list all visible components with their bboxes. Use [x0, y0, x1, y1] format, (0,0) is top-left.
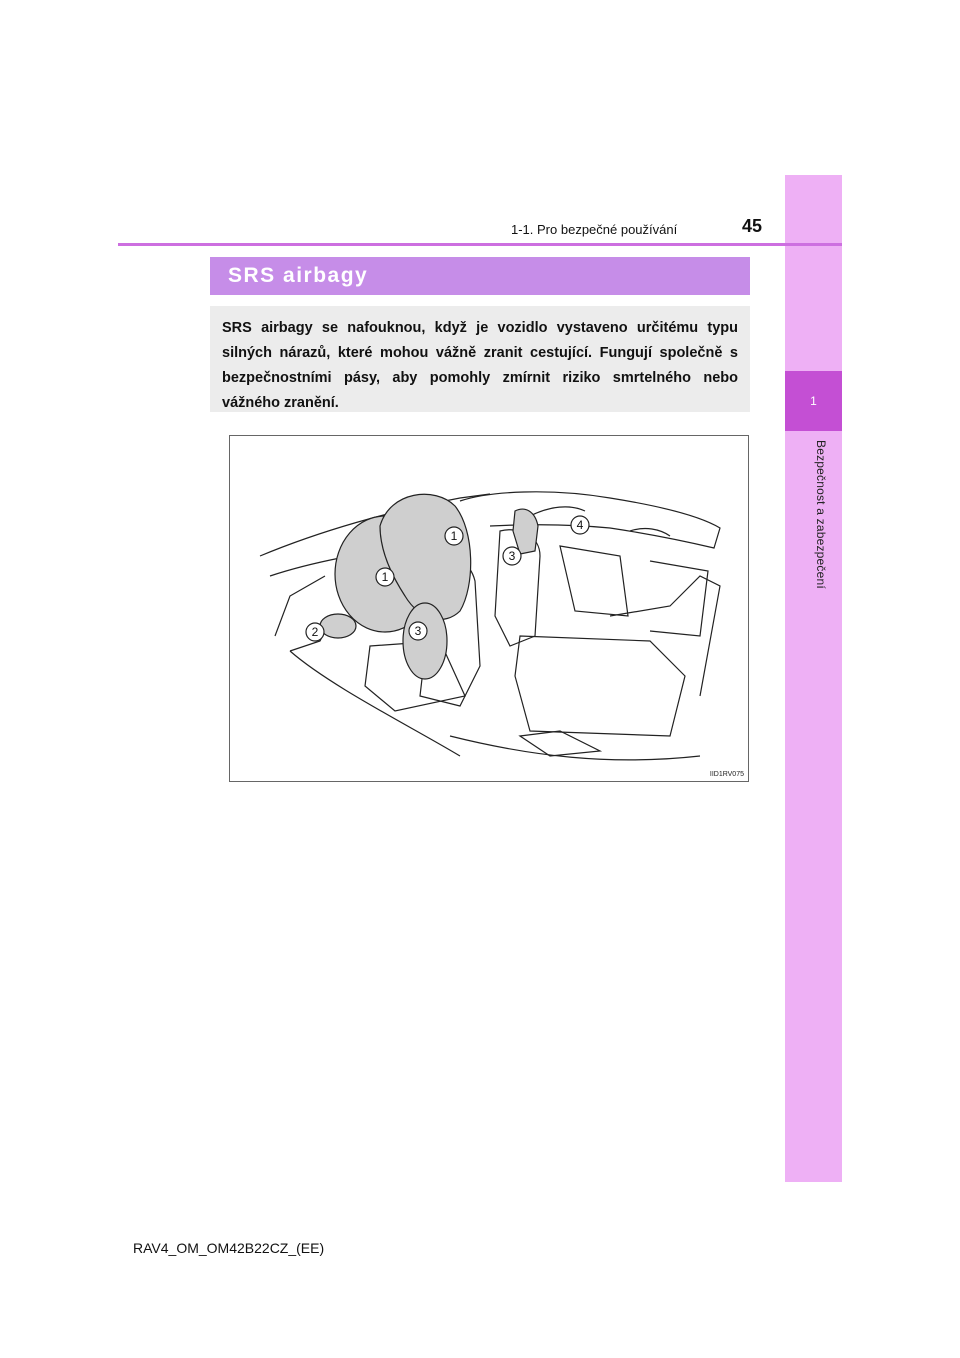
airbag-illustration [229, 435, 749, 782]
header-section-title: 1-1. Pro bezpečné používání [511, 222, 678, 237]
callout-1-lower: 1 [381, 570, 389, 584]
header-rule [118, 243, 842, 246]
chapter-number-tab: 1 [785, 371, 842, 431]
callout-2: 2 [311, 625, 319, 639]
chapter-label: Bezpečnost a zabezpečení [814, 440, 828, 589]
page-number: 45 [742, 216, 763, 236]
callout-1-upper: 1 [450, 529, 458, 543]
section-title: SRS airbagy [228, 264, 369, 287]
callout-4: 4 [576, 518, 584, 532]
section-heading-bar [210, 257, 750, 295]
footer-document-code: RAV4_OM_OM42B22CZ_(EE) [133, 1240, 325, 1256]
intro-text: SRS airbagy se nafouknou, když je vozidlo vystaveno určitému typu silných nárazů, které mohou vážně zranit cestující. Fungují společně s bezpečnostními pásy, aby pomohly zmírnit riziko smrtelného nebo vážného zranění. [222, 320, 738, 411]
callout-3-front: 3 [414, 624, 422, 638]
callout-3-rear: 3 [508, 549, 516, 563]
intro-box [210, 306, 750, 412]
airbag-car-interior-drawing [230, 436, 748, 781]
figure-code: IID1RV075 [709, 771, 744, 778]
